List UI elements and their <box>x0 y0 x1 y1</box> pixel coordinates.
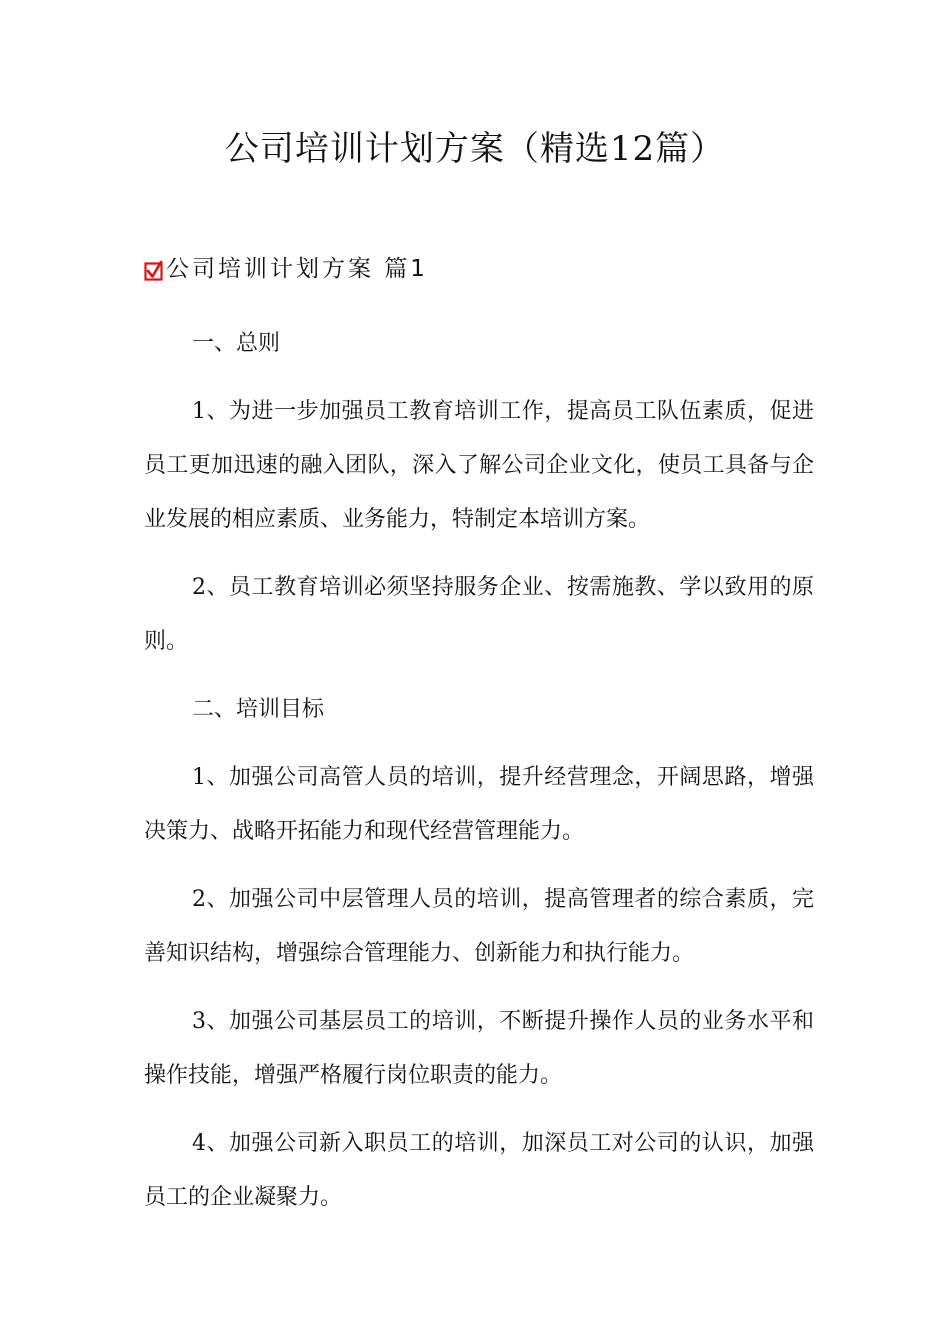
paragraph: 2、加强公司中层管理人员的培训，提高管理者的综合素质，完善知识结构，增强综合管理能力、创新能力和执行能力。 <box>144 887 814 966</box>
checkbox-checked-icon <box>144 260 164 282</box>
section-heading-text: 公司培训计划方案 篇1 <box>166 255 428 282</box>
paragraph: 2、员工教育培训必须坚持服务企业、按需施教、学以致用的原则。 <box>144 575 814 654</box>
paragraph: 1、加强公司高管人员的培训，提升经营理念，开阔思路，增强决策力、战略开拓能力和现代经营管理能力。 <box>144 765 814 844</box>
paragraph-heading-general: 一、总则 <box>192 331 281 356</box>
paragraph: 4、加强公司新入职员工的培训，加深员工对公司的认识，加强员工的企业凝聚力。 <box>144 1131 814 1210</box>
paragraph: 1、为进一步加强员工教育培训工作，提高员工队伍素质，促进员工更加迅速的融入团队，深入了解公司企业文化，使员工具备与企业发展的相应素质、业务能力，特制定本培训方案。 <box>144 399 814 532</box>
paragraph-heading-goals: 二、培训目标 <box>192 697 325 722</box>
document-body <box>144 317 814 1239</box>
section-heading <box>144 248 428 284</box>
paragraph: 3、加强公司基层员工的培训，不断提升操作人员的业务水平和操作技能，增强严格履行岗位职责的能力。 <box>144 1009 814 1088</box>
document-title: 公司培训计划方案（精选12篇） <box>224 129 726 169</box>
